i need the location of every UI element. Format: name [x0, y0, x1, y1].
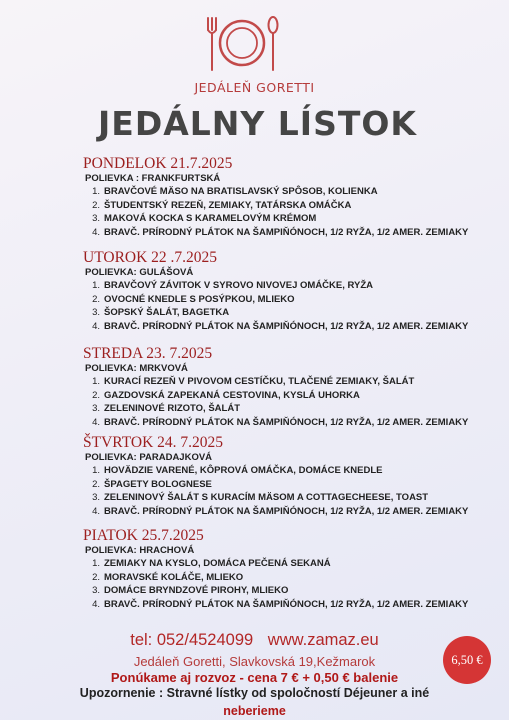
soup-friday: POLIEVKA: HRACHOVÁ: [85, 545, 195, 556]
menu-list-monday: [86, 185, 468, 239]
menu-item: 3. DOMÁCE BRYNDZOVÉ PIROHY, MLIEKO: [92, 585, 289, 596]
menu-item: 4. BRAVČ. PRÍRODNÝ PLÁTOK NA ŠAMPIŇÓNOCH, 1/2 RYŽA, 1/2 AMER. ZEMIAKY: [92, 416, 469, 428]
menu-item: 3. MAKOVÁ KOCKA S KARAMELOVÝM KRÉMOM: [92, 213, 317, 224]
menu-list-tuesday: [86, 279, 468, 333]
menu-item: 1. KURACÍ REZEŇ V PIVOVOM CESTÍČKU, TLAČENÉ ZEMIAKY, ŠALÁT: [92, 376, 415, 387]
restaurant-name: JEDÁLEŇ GORETTI: [194, 80, 315, 95]
menu-item: 4. BRAVČ. PRÍRODNÝ PLÁTOK NA ŠAMPIŇÓNOCH, 1/2 RYŽA, 1/2 AMER. ZEMIAKY: [92, 226, 469, 238]
menu-item: 1. ZEMIAKY NA KYSLO, DOMÁCA PEČENÁ SEKANÁ: [92, 558, 331, 569]
menu-list-thursday: [86, 464, 468, 518]
soup-thursday: POLIEVKA: PARADAJKOVÁ: [85, 452, 213, 463]
day-heading-friday: PIATOK 25.7.2025: [83, 527, 204, 544]
price-badge: 6,50 €: [443, 636, 491, 684]
contact-line: [0, 631, 509, 650]
plate-icon: [220, 21, 264, 65]
menu-item: 4. BRAVČ. PRÍRODNÝ PLÁTOK NA ŠAMPIŇÓNOCH, 1/2 RYŽA, 1/2 AMER. ZEMIAKY: [92, 598, 469, 610]
menu-item: 4. BRAVČ. PRÍRODNÝ PLÁTOK NA ŠAMPIŇÓNOCH, 1/2 RYŽA, 1/2 AMER. ZEMIAKY: [92, 320, 469, 332]
day-heading-wednesday: STREDA 23. 7.2025: [83, 345, 213, 362]
day-heading-thursday: ŠTVRTOK 24. 7.2025: [83, 434, 224, 451]
fork-icon: [208, 18, 216, 70]
warning-notice: Upozornenie : Stravné lístky od spoločností Déjeuner a iné: [79, 686, 430, 700]
restaurant-logo: [204, 14, 280, 72]
spoon-icon: [269, 17, 278, 70]
soup-wednesday: POLIEVKA: MRKVOVÁ: [85, 363, 188, 374]
day-heading-tuesday: UTOROK 22 .7.2025: [83, 249, 218, 266]
menu-list-wednesday: [86, 375, 468, 429]
menu-item: 3. ŠOPSKÝ ŠALÁT, BAGETKA: [92, 307, 230, 318]
menu-item: 3. ZELENINOVÝ ŠALÁT S KURACÍM MÄSOM A COTTAGECHEESE, TOAST: [92, 492, 429, 503]
soup-tuesday: POLIEVKA: GULÁŠOVÁ: [85, 267, 194, 278]
menu-item: 2. OVOCNÉ KNEDLE S POSÝPKOU, MLIEKO: [92, 293, 295, 305]
menu-item: 2. ŠTUDENTSKÝ REZEŇ, ZEMIAKY, TATÁRSKA OMÁČKA: [92, 199, 352, 211]
menu-item: 1. HOVÄDZIE VARENÉ, KÔPROVÁ OMÁČKA, DOMÁCE KNEDLE: [92, 465, 383, 476]
menu-item: 4. BRAVČ. PRÍRODNÝ PLÁTOK NA ŠAMPIŇÓNOCH, 1/2 RYŽA, 1/2 AMER. ZEMIAKY: [92, 505, 469, 517]
delivery-info: Ponúkame aj rozvoz - cena 7 € + 0,50 € balenie: [110, 670, 399, 685]
menu-item: 3. ZELENINOVÉ RIZOTO, ŠALÁT: [92, 403, 240, 414]
menu-item: 1. BRAVČOVÝ ZÁVITOK V SYROVO NIVOVEJ OMÁČKE, RYŽA: [92, 280, 374, 291]
menu-item: 2. GAZDOVSKÁ ZAPEKANÁ CESTOVINA, KYSLÁ UHORKA: [92, 389, 360, 401]
soup-monday: POLIEVKA : FRANKFURTSKÁ: [85, 173, 221, 184]
warning-notice-end: neberieme: [223, 704, 286, 718]
day-heading-monday: PONDELOK 21.7.2025: [83, 155, 233, 172]
menu-item: 1. BRAVČOVÉ MÄSO NA BRATISLAVSKÝ SPÔSOB, KOLIENKA: [92, 186, 378, 197]
page-title: JEDÁLNY LÍSTOK: [98, 104, 417, 143]
website-link[interactable]: www.zamaz.eu: [267, 631, 379, 649]
phone-number[interactable]: tel: 052/4524099: [130, 631, 254, 649]
menu-list-friday: [86, 557, 468, 611]
address: Jedáleň Goretti, Slavkovská 19,Kežmarok: [133, 654, 376, 669]
menu-item: 2. MORAVSKÉ KOLÁČE, MLIEKO: [92, 571, 244, 583]
menu-item: 2. ŠPAGETY BOLOGNESE: [92, 478, 212, 490]
